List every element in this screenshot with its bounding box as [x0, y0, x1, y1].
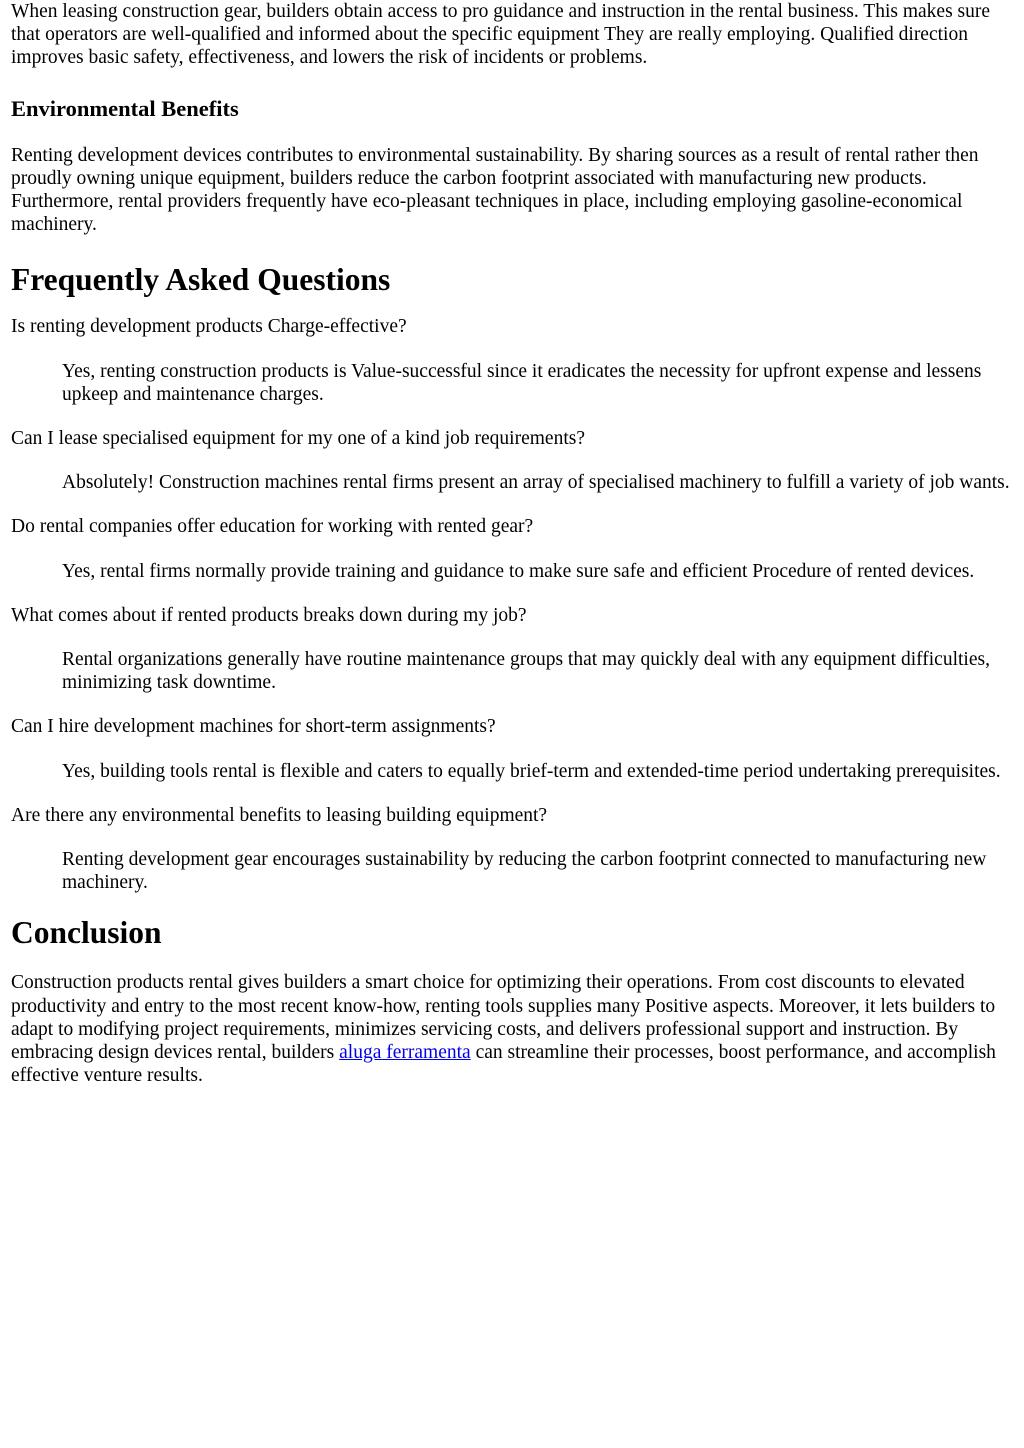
- faq-answer: Rental organizations generally have routine maintenance groups that may quickly deal with any equipment difficulties, minimizing task downtime.: [62, 649, 990, 694]
- faq-answer: Renting development gear encourages sustainability by reducing the carbon footprint connected to manufacturing new machinery.: [62, 849, 987, 894]
- conclusion-heading: Conclusion: [11, 915, 162, 951]
- faq-answer: Yes, building tools rental is flexible and caters to equally brief-term and extended-time period undertaking prerequisites.: [62, 760, 1001, 782]
- conclusion-text-after-link: can streamline their processes, boost performance, and accomplish effective venture results.: [11, 1042, 996, 1087]
- conclusion-paragraph: [11, 971, 1014, 1087]
- faq-answer: Yes, rental firms normally provide training and guidance to make sure safe and efficient Procedure of rented devices.: [62, 560, 975, 582]
- faq-answer: Yes, renting construction products is Value-successful since it eradicates the necessity for upfront expense and lessens upkeep and maintenance charges.: [62, 360, 982, 405]
- faq-question: Do rental companies offer education for working with rented gear?: [11, 516, 534, 538]
- environmental-benefits-heading: Environmental Benefits: [11, 95, 239, 121]
- faq-question: Can I hire development machines for short-term assignments?: [11, 716, 496, 738]
- faq-list: [11, 315, 1014, 894]
- faq-question: Can I lease specialised equipment for my one of a kind job requirements?: [11, 428, 585, 450]
- intro-paragraph: When leasing construction gear, builders obtain access to pro guidance and instruction in the rental business. This makes sure that operators are well-qualified and informed about the specific equipment They are really employing. Qualified direction improves basic safety, effectiveness, and lowers the risk of incidents or problems.: [11, 1, 991, 69]
- faq-answer: Absolutely! Construction machines rental firms present an array of specialised machinery to fulfill a variety of job wants.: [62, 472, 1010, 494]
- faq-heading: Frequently Asked Questions: [11, 262, 391, 298]
- conclusion-text-before-link: Construction products rental gives builders a smart choice for optimizing their operations. From cost discounts to elevated productivity and entry to the most recent know-how, renting tools supplies many Positive aspects. Moreover, it lets builders to adapt to modifying project requirements, minimizes servicing costs, and delivers professional support and instruction. By embracing design devices rental, builders: [11, 972, 996, 1064]
- aluga-ferramenta-link[interactable]: aluga ferramenta: [339, 1042, 471, 1064]
- environmental-benefits-paragraph: Renting development devices contributes to environmental sustainability. By sharing sources as a result of rental rather then proudly owning unique equipment, builders reduce the carbon footprint associated with manufacturing new products. Furthermore, rental providers frequently have eco-pleasant techniques in place, including employing gasoline-economical machinery.: [11, 144, 979, 236]
- faq-question: What comes about if rented products breaks down during my job?: [11, 604, 527, 626]
- faq-question: Is renting development products Charge-effective?: [11, 316, 407, 338]
- faq-question: Are there any environmental benefits to leasing building equipment?: [11, 804, 548, 826]
